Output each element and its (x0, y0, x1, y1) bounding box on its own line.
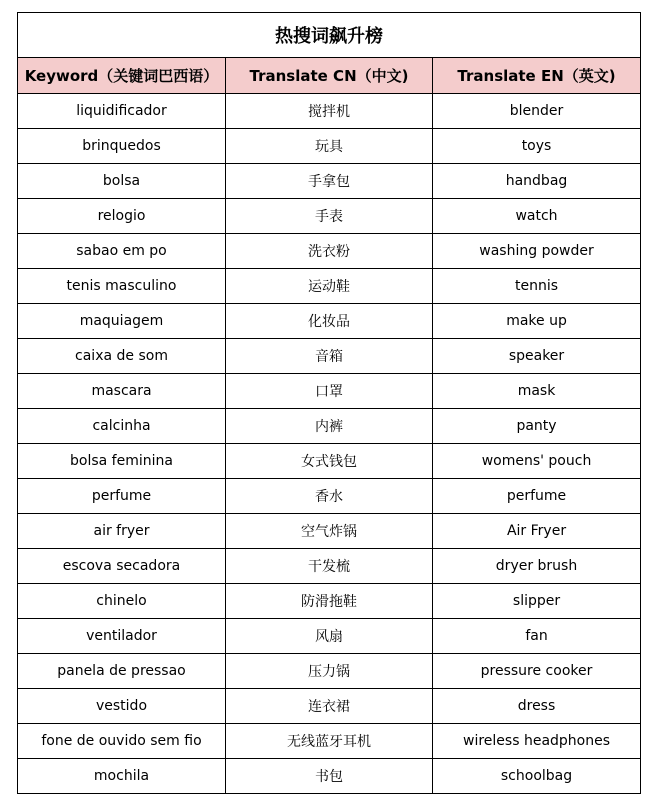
keyword-cell: brinquedos (18, 129, 226, 164)
translate-en-cell: womens' pouch (433, 444, 641, 479)
keyword-cell: vestido (18, 689, 226, 724)
keyword-cell: maquiagem (18, 304, 226, 339)
translate-en-cell: dress (433, 689, 641, 724)
translate-en-cell: Air Fryer (433, 514, 641, 549)
table-row (18, 479, 641, 514)
table-title: 热搜词飙升榜 (18, 13, 641, 58)
table-row (18, 584, 641, 619)
translate-cn-cell: 化妆品 (226, 304, 433, 339)
translate-en-cell: blender (433, 94, 641, 129)
table-row (18, 409, 641, 444)
translate-en-cell: tennis (433, 269, 641, 304)
table-row (18, 514, 641, 549)
translate-cn-cell: 香水 (226, 479, 433, 514)
table-row (18, 199, 641, 234)
keyword-cell: liquidificador (18, 94, 226, 129)
header-keyword: Keyword（关键词巴西语） (18, 58, 226, 94)
translate-cn-cell: 连衣裙 (226, 689, 433, 724)
translate-cn-cell: 风扇 (226, 619, 433, 654)
translate-cn-cell: 手拿包 (226, 164, 433, 199)
table-row (18, 234, 641, 269)
translate-en-cell: speaker (433, 339, 641, 374)
table-row (18, 374, 641, 409)
keyword-sheet (17, 12, 640, 794)
keyword-cell: mascara (18, 374, 226, 409)
keyword-cell: relogio (18, 199, 226, 234)
translate-en-cell: washing powder (433, 234, 641, 269)
keyword-cell: mochila (18, 759, 226, 794)
keyword-cell: ventilador (18, 619, 226, 654)
keyword-cell: tenis masculino (18, 269, 226, 304)
keyword-cell: chinelo (18, 584, 226, 619)
table-row (18, 129, 641, 164)
translate-en-cell: wireless headphones (433, 724, 641, 759)
table-row (18, 549, 641, 584)
translate-cn-cell: 内裤 (226, 409, 433, 444)
translate-en-cell: pressure cooker (433, 654, 641, 689)
translate-en-cell: make up (433, 304, 641, 339)
translate-cn-cell: 女式钱包 (226, 444, 433, 479)
table-row (18, 164, 641, 199)
header-row (18, 58, 641, 94)
translate-cn-cell: 口罩 (226, 374, 433, 409)
table-row (18, 269, 641, 304)
trending-keywords-table (17, 12, 641, 794)
keyword-cell: fone de ouvido sem fio (18, 724, 226, 759)
translate-cn-cell: 干发梳 (226, 549, 433, 584)
keyword-cell: air fryer (18, 514, 226, 549)
table-row (18, 724, 641, 759)
table-row (18, 689, 641, 724)
translate-en-cell: perfume (433, 479, 641, 514)
translate-cn-cell: 空气炸锅 (226, 514, 433, 549)
translate-cn-cell: 压力锅 (226, 654, 433, 689)
table-row (18, 304, 641, 339)
translate-en-cell: handbag (433, 164, 641, 199)
translate-en-cell: toys (433, 129, 641, 164)
translate-cn-cell: 运动鞋 (226, 269, 433, 304)
keyword-cell: bolsa (18, 164, 226, 199)
keyword-cell: panela de pressao (18, 654, 226, 689)
translate-cn-cell: 音箱 (226, 339, 433, 374)
translate-cn-cell: 防滑拖鞋 (226, 584, 433, 619)
keyword-cell: escova secadora (18, 549, 226, 584)
translate-en-cell: mask (433, 374, 641, 409)
table-row (18, 339, 641, 374)
keyword-cell: sabao em po (18, 234, 226, 269)
keyword-cell: caixa de som (18, 339, 226, 374)
keyword-cell: calcinha (18, 409, 226, 444)
header-translate-en: Translate EN（英文) (433, 58, 641, 94)
header-translate-cn: Translate CN（中文) (226, 58, 433, 94)
keyword-cell: perfume (18, 479, 226, 514)
translate-cn-cell: 书包 (226, 759, 433, 794)
translate-cn-cell: 手表 (226, 199, 433, 234)
translate-cn-cell: 玩具 (226, 129, 433, 164)
translate-cn-cell: 无线蓝牙耳机 (226, 724, 433, 759)
translate-en-cell: panty (433, 409, 641, 444)
title-row (18, 13, 641, 58)
table-row (18, 619, 641, 654)
translate-en-cell: watch (433, 199, 641, 234)
translate-cn-cell: 搅拌机 (226, 94, 433, 129)
translate-cn-cell: 洗衣粉 (226, 234, 433, 269)
table-row (18, 94, 641, 129)
table-row (18, 444, 641, 479)
translate-en-cell: slipper (433, 584, 641, 619)
keyword-cell: bolsa feminina (18, 444, 226, 479)
translate-en-cell: schoolbag (433, 759, 641, 794)
translate-en-cell: dryer brush (433, 549, 641, 584)
table-body (18, 94, 641, 794)
translate-en-cell: fan (433, 619, 641, 654)
table-row (18, 759, 641, 794)
table-row (18, 654, 641, 689)
